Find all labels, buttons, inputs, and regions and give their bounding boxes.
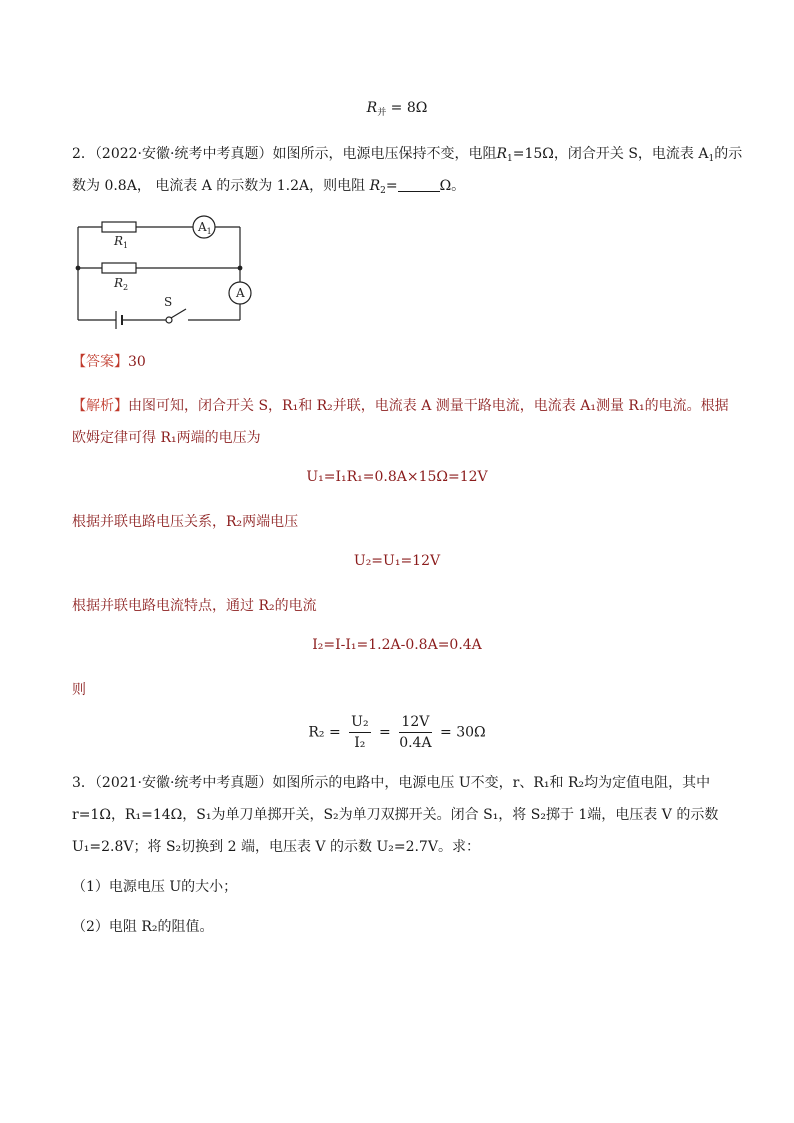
fraction-denominator: 0.4A	[399, 735, 432, 751]
final-lhs: R₂ =	[308, 724, 341, 741]
question-number: 2．	[72, 146, 95, 162]
answer-line	[72, 352, 146, 372]
resistor-symbol: R	[369, 178, 381, 194]
switch-lever	[171, 309, 186, 318]
answer-tag: 【答案】	[72, 354, 128, 370]
equation-1: U₁=I₁R₁=0.8A×15Ω=12V	[306, 469, 488, 485]
ammeter-subscript: 1	[708, 154, 715, 164]
equals-sign: =	[379, 724, 391, 741]
resistor-subscript: 2	[380, 186, 386, 196]
analysis-line-1	[72, 396, 729, 416]
fraction-values	[399, 713, 431, 752]
question-2-line-2	[72, 176, 465, 201]
equation-2: U₂=U₁=12V	[353, 553, 441, 569]
fraction-numerator: U₂	[349, 713, 370, 733]
answer-value: 30	[128, 354, 146, 370]
fraction-numerator: 12V	[399, 713, 431, 733]
question-text: =	[385, 178, 398, 194]
result-value: = 8Ω	[390, 100, 428, 116]
final-result: = 30Ω	[440, 724, 486, 741]
previous-result	[0, 100, 794, 118]
analysis-line-2: 欧姆定律可得 R₁两端的电压为	[72, 430, 261, 446]
question-3-line-2: r=1Ω，R₁=14Ω，S₁为单刀单掷开关，S₂为单刀双掷开关。闭合 S₁，将 S₂掷于 1端，电压表 V 的示数	[72, 807, 719, 823]
ammeter-a1-label: $A_1$	[198, 220, 212, 236]
resistor-r2	[102, 263, 136, 273]
analysis-line-3: 根据并联电路电压关系，R₂两端电压	[72, 514, 299, 530]
final-formula	[0, 713, 794, 752]
resistor-r1	[102, 222, 136, 232]
question-text: 数为 0.8A， 电流表 A 的示数为 1.2A，则电阻	[72, 178, 370, 194]
question-3-line-3: U₁=2.8V；将 S₂切换到 2 端，电压表 V 的示数 U₂=2.7V。求：	[72, 839, 480, 855]
fraction-denominator: I₂	[354, 735, 366, 751]
question-2-line-1	[72, 144, 742, 169]
question-text: 如图所示，电源电压保持不变，电阻	[272, 146, 497, 162]
result-symbol: R	[366, 100, 378, 116]
junction-dot	[238, 266, 243, 271]
ammeter-a-label: A	[236, 286, 245, 300]
switch-label: S	[164, 295, 173, 309]
circuit-diagram	[70, 210, 260, 330]
question-text: =15Ω，闭合开关 S，电流表 A	[512, 146, 709, 162]
resistor-symbol: R	[496, 146, 507, 162]
r2-label: $R_2$	[114, 276, 129, 292]
result-subscript: 并	[377, 108, 387, 118]
r1-label: $R_1$	[114, 234, 129, 250]
analysis-line-5: 则	[72, 682, 86, 698]
question-3-item-2: （2）电阻 R₂的阻值。	[72, 919, 214, 935]
equation-3: I₂=I-I₁=1.2A-0.8A=0.4A	[312, 637, 482, 653]
analysis-tag: 【解析】	[72, 398, 128, 414]
answer-blank	[398, 177, 440, 192]
junction-dot	[76, 266, 81, 271]
question-3-line-1: 3．（2021·安徽·统考中考真题）如图所示的电路中，电源电压 U不变，r、R₁和 R₂均为定值电阻，其中	[72, 775, 711, 791]
question-source: （2022·安徽·统考中考真题）	[94, 146, 273, 162]
question-text: 的示	[714, 146, 743, 162]
analysis-text: 由图可知，闭合开关 S，R₁和 R₂并联，电流表 A 测量干路电流，电流表 A₁测量 R₁的电流。根据	[128, 398, 729, 414]
resistor-subscript: 1	[507, 154, 513, 164]
fraction-u-over-i	[349, 713, 370, 752]
analysis-line-4: 根据并联电路电流特点，通过 R₂的电流	[72, 598, 317, 614]
question-3-item-1: （1）电源电压 U的大小；	[72, 879, 238, 895]
question-text: Ω。	[439, 178, 466, 194]
